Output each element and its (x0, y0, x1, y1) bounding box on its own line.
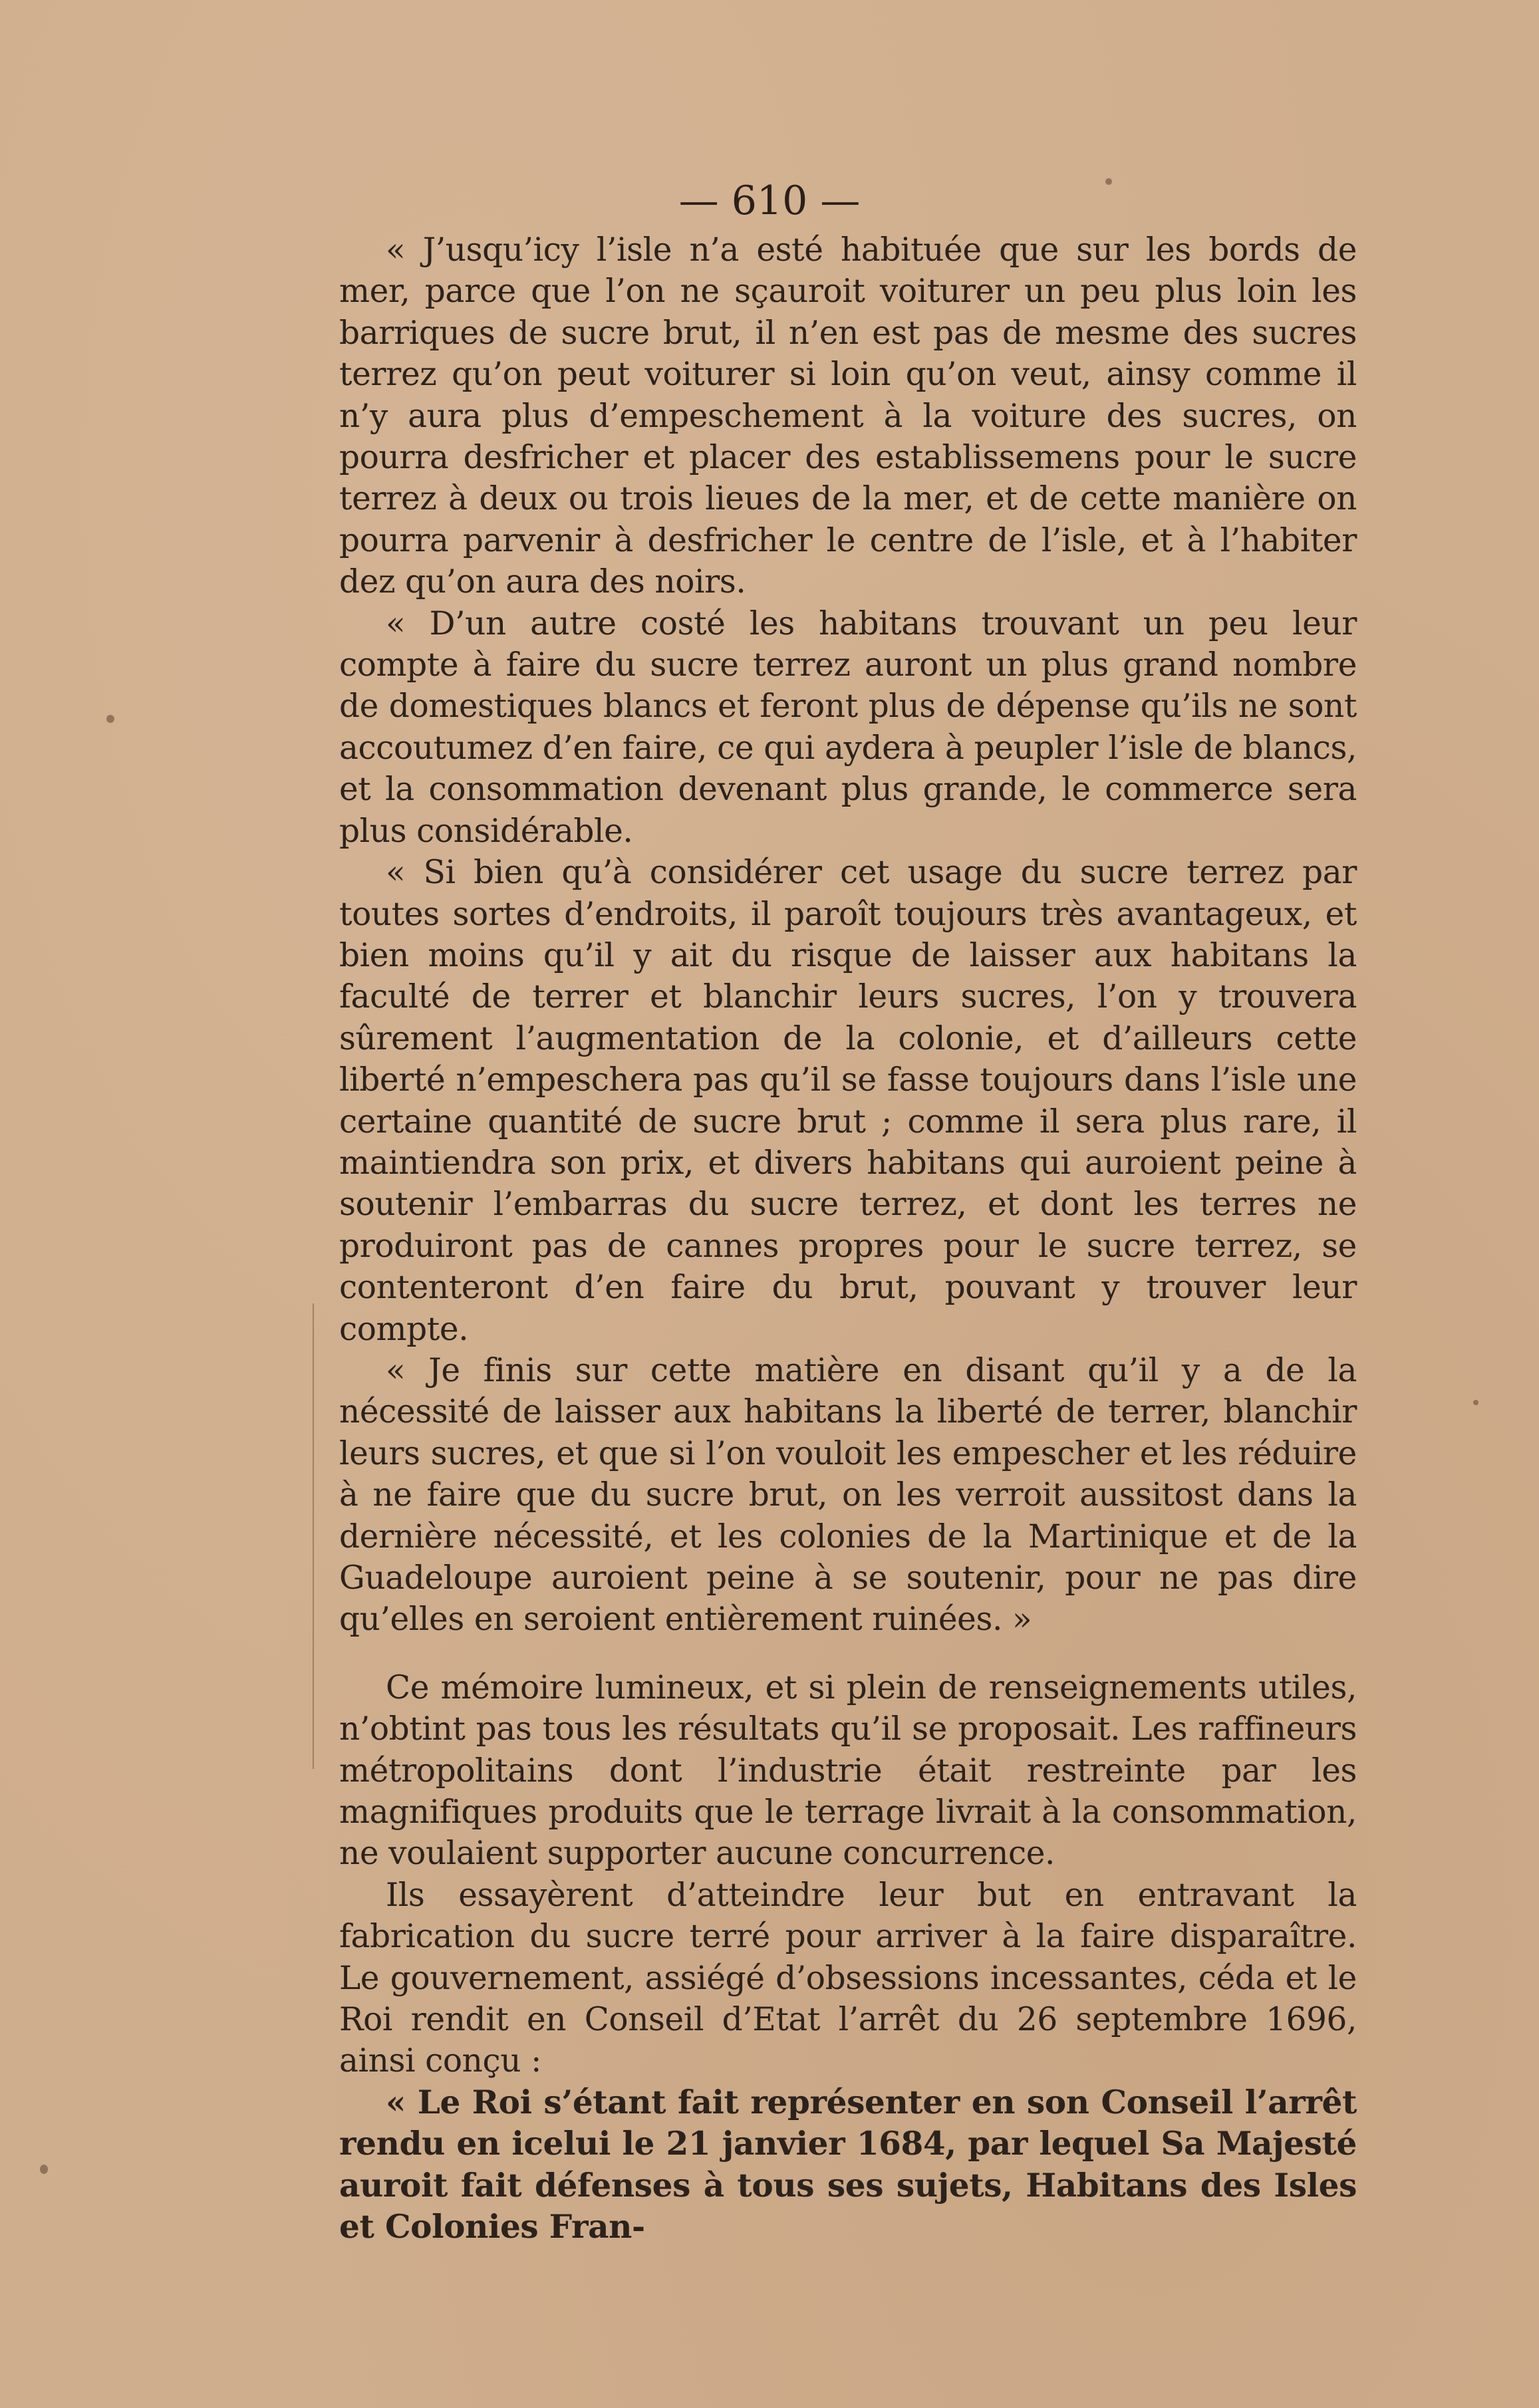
margin-pencil-mark (313, 1303, 318, 1769)
paragraph-4: « Je finis sur cette matière en disant qu’il y a de la nécessité de laisser aux habitans la liberté de terrer, blanchir leurs sucres, et que si l’on vouloit les empescher et les réduire à ne faire que du sucre brut, on les verroit aussitost dans la dernière nécessité, et les colonies de la Martinique et de la Guadeloupe auroient peine à se soutenir, pour ne pas dire qu’elles en seroient entièrement ruinées. » (339, 1351, 1357, 1639)
paper-speck (40, 2165, 48, 2174)
paragraph-2: « D’un autre costé les habitans trouvant un peu leur compte à faire du sucre terrez auront un plus grand nombre de domestiques blancs et feront plus de dépense qu’ils ne sont accoutumez d’en faire, ce qui aydera à peupler l’isle de blancs, et la consommation devenant plus grande, le commerce sera plus considérable. (339, 604, 1357, 850)
paper-speck (1105, 178, 1112, 185)
paragraph-7: « Le Roi s’étant fait représenter en son Conseil l’arrêt rendu en icelui le 21 janvier 1684, par lequel Sa Majesté auroit fait défenses à tous ses sujets, Habitans des Isles et Colonies Fran- (339, 2083, 1357, 2246)
paragraph-gap (339, 1641, 1357, 1667)
paragraph-1: « J’usqu’icy l’isle n’a esté habituée que sur les bords de mer, parce que l’on ne sçauroit voiturer un peu plus loin les barriques de sucre brut, il n’en est pas de mesme des sucres terrez qu’on peut voiturer si loin qu’on veut, ainsy comme il n’y aura plus d’empeschement à la voiture des sucres, on pourra desfricher et placer des establissemens pour le sucre terrez à deux ou trois lieues de la mer, et de cette manière on pourra parvenir à desfricher le centre de l’isle, et à l’habiter dez qu’on aura des noirs. (339, 231, 1357, 601)
paragraph-5: Ce mémoire lumineux, et si plein de renseignements utiles, n’obtint pas tous les résultats qu’il se proposait. Les raffineurs métropolitains dont l’industrie était restreinte par les magnifiques produits que le terrage livrait à la consommation, ne voulaient supporter aucune concurrence. (339, 1669, 1357, 1873)
page-number: — 610 — (678, 178, 861, 224)
body-text (339, 229, 1357, 2248)
paragraph-3: « Si bien qu’à considérer cet usage du sucre terrez par toutes sortes d’endroits, il paroît toujours très avantageux, et bien moins qu’il y ait du risque de laisser aux habitans la faculté de terrer et blanchir leurs sucres, l’on y trouvera sûrement l’augmentation de la colonie, et d’ailleurs cette liberté n’empeschera pas qu’il se fasse toujours dans l’isle une certaine quantité de sucre brut ; comme il sera plus rare, il maintiendra son prix, et divers habitans qui auroient peine à soutenir l’embarras du sucre terrez, et dont les terres ne produiront pas de cannes propres pour le sucre terrez, se contenteront d’en faire du brut, pouvant y trouver leur compte. (339, 854, 1357, 1348)
paragraph-6: Ils essayèrent d’atteindre leur but en entravant la fabrication du sucre terré pour arriver à la faire disparaître. Le gouvernement, assiégé d’obsessions incessantes, céda et le Roi rendit en Conseil d’Etat l’arrêt du 26 septembre 1696, ainsi conçu : (339, 1876, 1357, 2080)
paper-speck (1473, 1400, 1478, 1405)
paper-speck (106, 715, 114, 723)
